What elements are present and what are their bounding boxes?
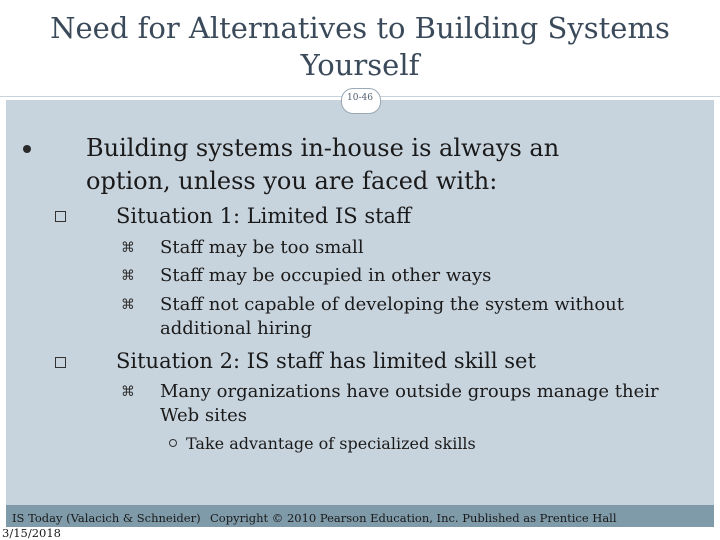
bullet-dot-icon bbox=[23, 145, 31, 153]
situation-2-item-1-cont: Web sites bbox=[160, 405, 248, 426]
x-bullet-icon: ⌘ bbox=[121, 384, 135, 400]
situation-1-item-2: Staff may be occupied in other ways bbox=[160, 265, 492, 286]
situation-1-item-1: Staff may be too small bbox=[160, 237, 364, 258]
square-bullet-icon bbox=[55, 211, 66, 222]
footer-date: 3/15/2018 bbox=[2, 526, 61, 540]
situation-1-item-3: Staff not capable of developing the system without bbox=[160, 294, 625, 315]
footer-source: IS Today (Valacich & Schneider) bbox=[12, 511, 201, 525]
slide-number: 10-46 bbox=[347, 93, 373, 103]
situation-1-heading: Situation 1: Limited IS staff bbox=[116, 204, 411, 228]
bullet-main-line-2: option, unless you are faced with: bbox=[86, 167, 498, 195]
title-line-2: Yourself bbox=[300, 48, 420, 82]
slide-title bbox=[40, 10, 680, 84]
title-line-1: Need for Alternatives to Building Systems bbox=[50, 11, 670, 45]
circle-bullet-icon bbox=[169, 439, 177, 447]
square-bullet-icon bbox=[55, 357, 66, 368]
x-bullet-icon: ⌘ bbox=[121, 297, 135, 313]
situation-2-item-1: Many organizations have outside groups manage their bbox=[160, 381, 659, 402]
situation-1-item-3-cont: additional hiring bbox=[160, 318, 312, 339]
situation-2-heading: Situation 2: IS staff has limited skill set bbox=[116, 349, 536, 373]
situation-2-subitem: Take advantage of specialized skills bbox=[186, 434, 476, 453]
x-bullet-icon: ⌘ bbox=[121, 268, 135, 284]
x-bullet-icon: ⌘ bbox=[121, 240, 135, 256]
bullet-main-line-1: Building systems in-house is always an bbox=[86, 134, 560, 162]
footer-copyright: Copyright © 2010 Pearson Education, Inc. Published as Prentice Hall bbox=[210, 511, 617, 525]
